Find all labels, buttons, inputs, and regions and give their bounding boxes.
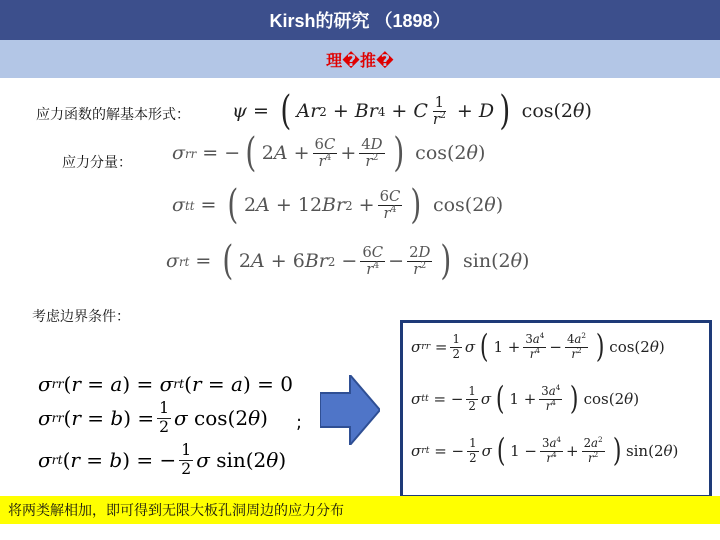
equation-sigma-rr: σ rr = − ( 2 A + $\frac{6C}{r^4}$ + $\frac{4D}{r^2}$ ) cos(2 θ ) bbox=[172, 130, 486, 176]
boundary-equation-2: σ rr ( r = b ) = $\frac{1}{2}$ σ cos(2 θ ) bbox=[38, 399, 268, 436]
label-boundary-conditions: 考虑边界条件： bbox=[32, 309, 130, 325]
boundary-equation-1: σ rr ( r = a ) = σ rt ( r = a ) = 0 bbox=[38, 372, 293, 396]
result-sigma-rt: σ rt = − $\frac{1}{2}$ σ ( 1 − $\frac{3a^4}{r^4}$ + $\frac{2a^2}{r^2}$ ) sin(2 θ ) bbox=[411, 433, 679, 469]
equation-sigma-rt: σ rt = ( 2 A + 6 Br 2 − $\frac{6C}{r^4}$ − $\frac{2D}{r^2}$ ) sin(2 θ ) bbox=[166, 238, 530, 284]
result-sigma-rr: σ rr = $\frac{1}{2}$ σ ( 1 + $\frac{3a^4}{r^4}$ − $\frac{4a^2}{r^2}$ ) cos(2 θ ) bbox=[411, 329, 665, 365]
result-box bbox=[400, 320, 712, 498]
equation-sigma-tt: σ tt = ( 2 A + 12 Br 2 + $\frac{6C}{r^4}$ ) cos(2 θ ) bbox=[172, 182, 504, 228]
equation-stress-function: ψ = ( Ar 2 + Br 4 + C $\frac{1}{r^2}$ + D ) cos(2 θ ) bbox=[232, 88, 592, 134]
right-arrow-icon bbox=[320, 375, 380, 445]
page-title: Kirsh的研究 （1898） bbox=[269, 11, 451, 31]
label-stress-components: 应力分量： bbox=[62, 155, 132, 171]
semicolon: ; bbox=[296, 412, 303, 433]
footer-bar bbox=[0, 496, 720, 524]
boundary-equation-3: σ rt ( r = b ) = − $\frac{1}{2}$ σ sin(2 θ ) bbox=[38, 441, 287, 478]
label-stress-function: 应力函数的解基本形式： bbox=[36, 107, 190, 123]
page-subtitle: 理�推� bbox=[326, 50, 394, 70]
result-sigma-tt: σ tt = − $\frac{1}{2}$ σ ( 1 + $\frac{3a^4}{r^4}$ ) cos(2 θ ) bbox=[411, 381, 640, 417]
title-bar bbox=[0, 0, 720, 40]
subtitle-bar bbox=[0, 40, 720, 78]
footer-text: 将两类解相加，即可得到无限大板孔洞周边的应力分布 bbox=[8, 503, 344, 519]
